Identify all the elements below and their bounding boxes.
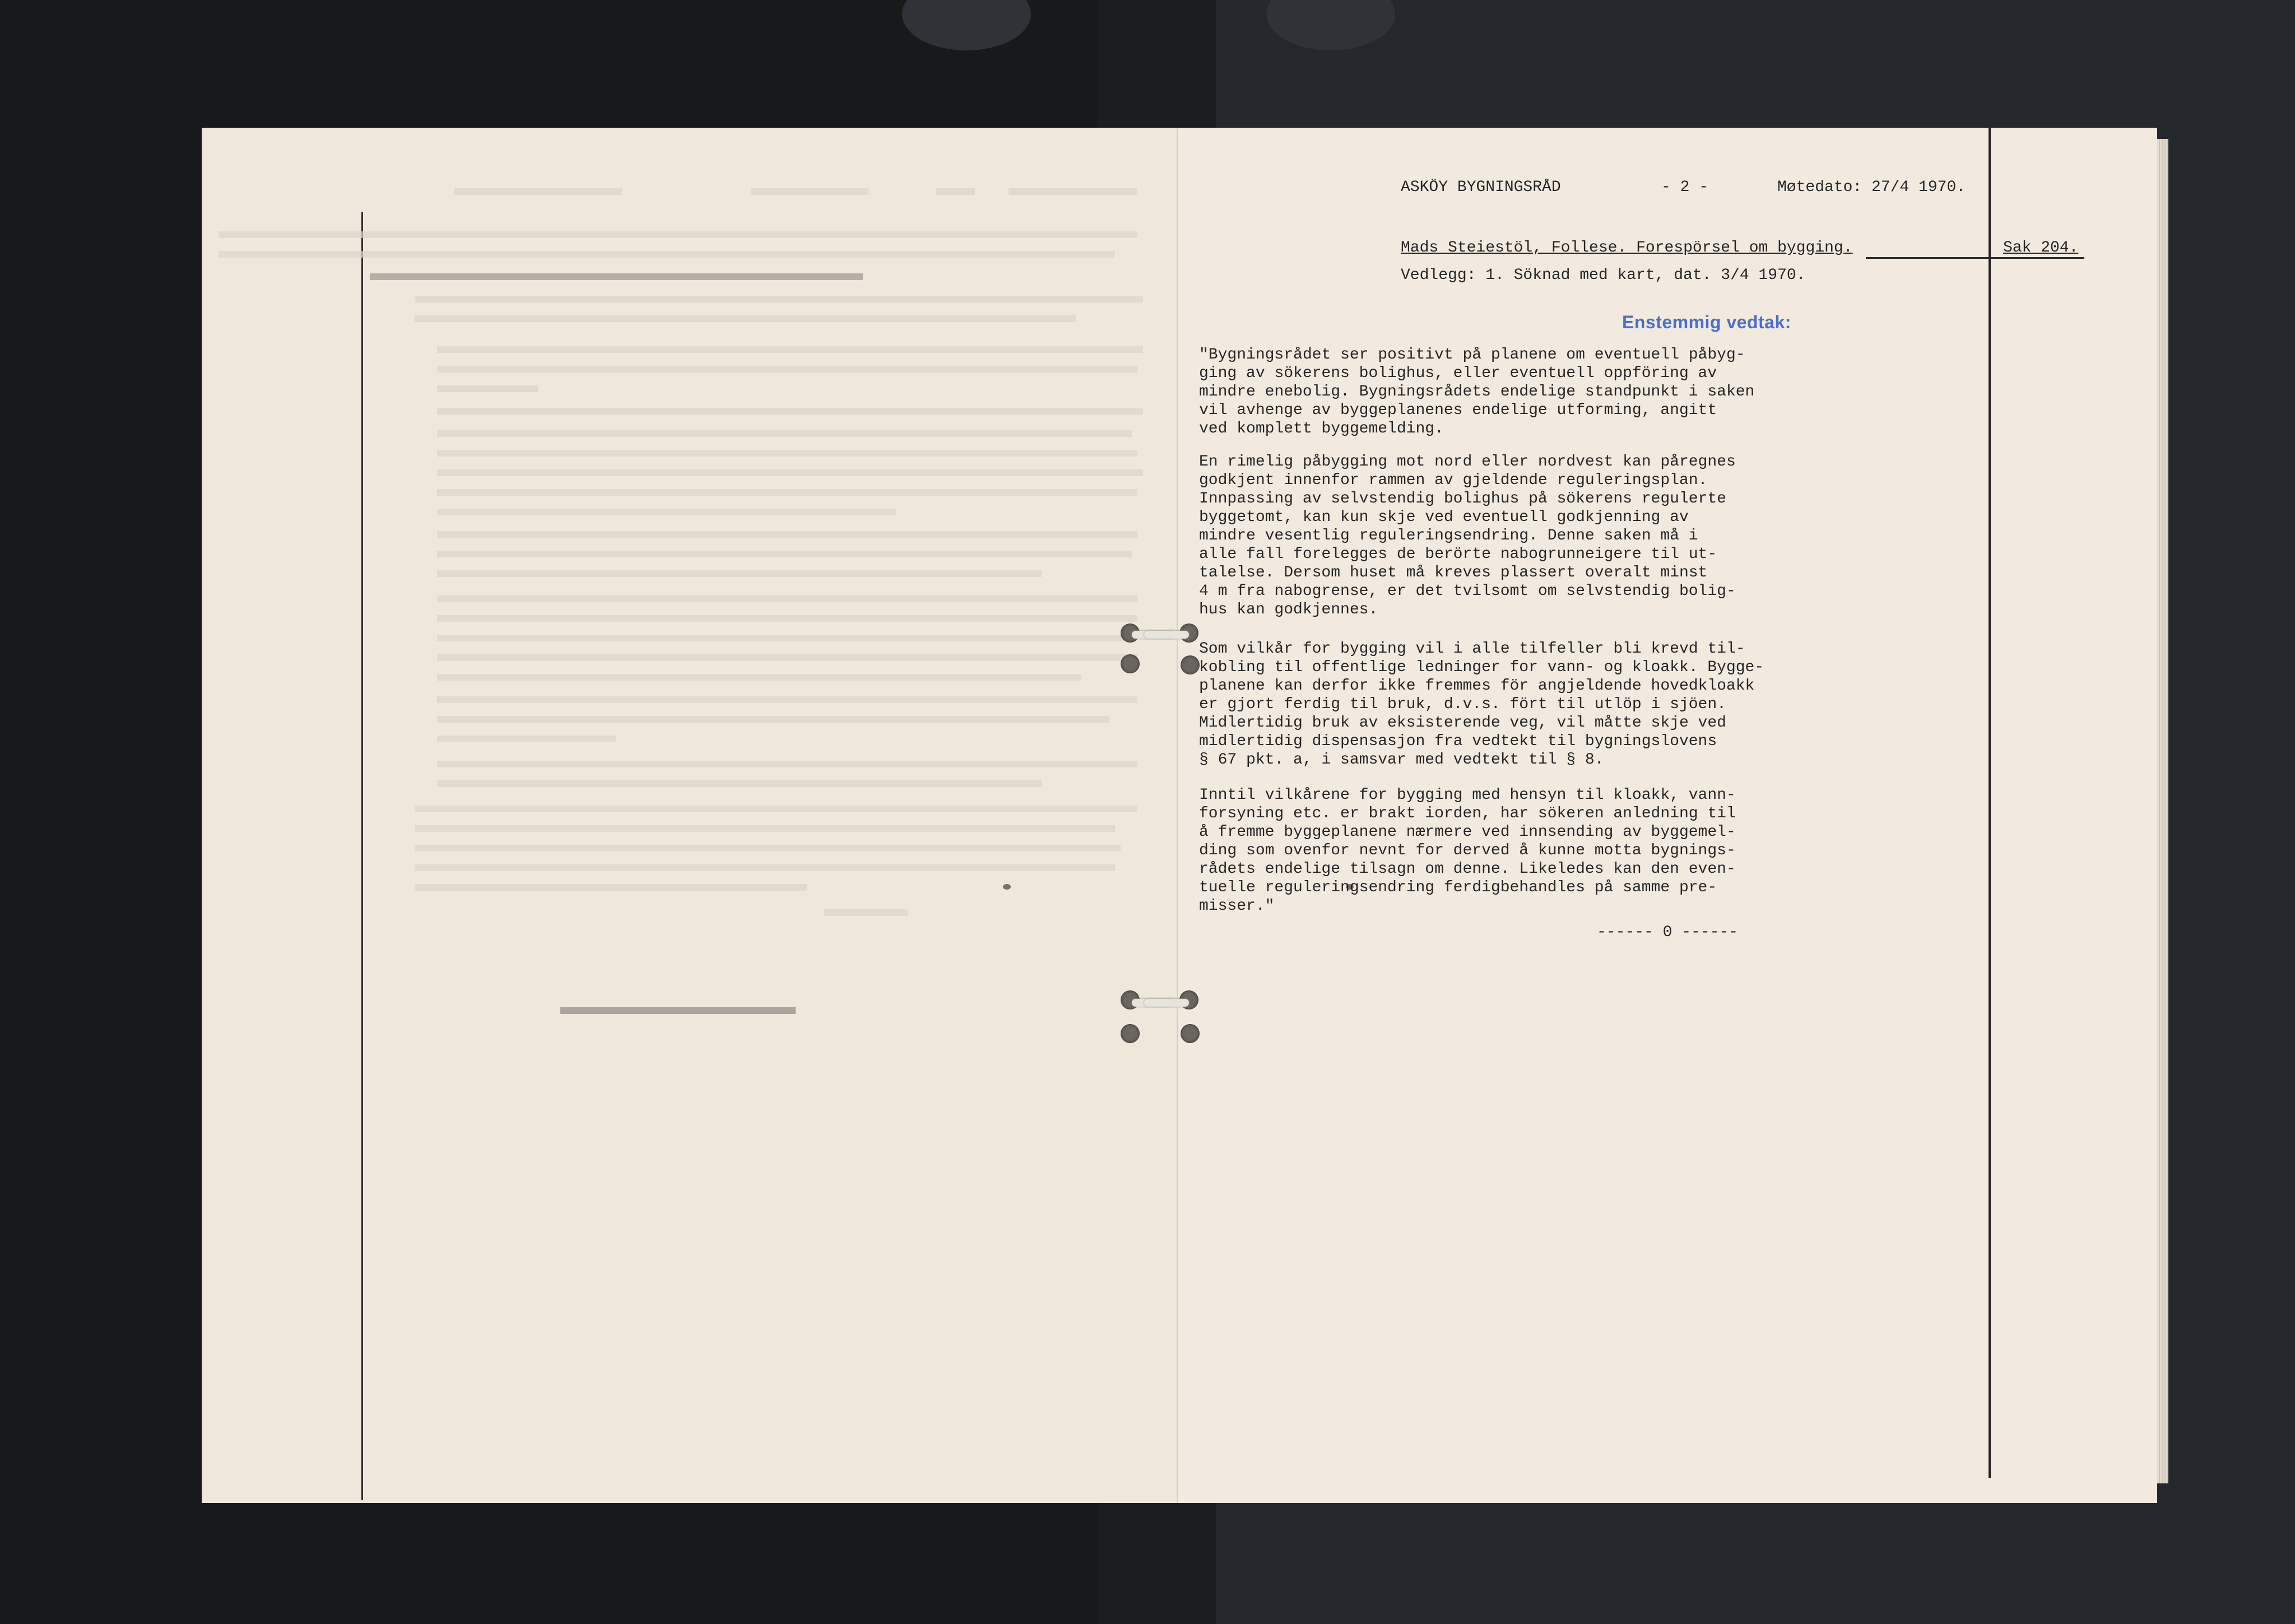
text-line: ging av sökerens bolighus, eller eventuell oppföring av (1199, 365, 1717, 382)
paragraph-1 (1199, 346, 1771, 438)
text-line: byggetomt, kan kun skje ved eventuell godkjenning av (1199, 509, 1689, 526)
bleed-through (437, 696, 1137, 703)
bleed-through (1009, 188, 1137, 195)
text-line: å fremme byggeplanene nærmere ved innsending av byggemel- (1199, 823, 1736, 841)
text-line: ding som ovenfor nevnt for derved å kunne motta bygnings- (1199, 842, 1736, 859)
open-book (202, 128, 2157, 1503)
page-edge (2157, 139, 2168, 1483)
bleed-through (437, 489, 1137, 496)
bleed-through (437, 408, 1143, 415)
text-line: planene kan derfor ikke fremmes för angjeldende hovedkloakk (1199, 677, 1755, 695)
case-title-rule (1866, 257, 2084, 259)
text-line: misser." (1199, 897, 1275, 915)
text-line: alle fall forelegges de berörte nabogrunneigere til ut- (1199, 546, 1717, 563)
text-line: vil avhenge av byggeplanenes endelige utforming, angitt (1199, 402, 1717, 419)
text-line: mindre enebolig. Bygningsrådets endelige standpunkt i saken (1199, 383, 1755, 401)
text-line: § 67 pkt. a, i samsvar med vedtekt til § 8. (1199, 751, 1604, 769)
bleed-through (437, 450, 1137, 457)
margin-rule (361, 212, 363, 1500)
bleed-through (415, 296, 1143, 303)
text-line: talelse. Dersom huset må kreves plassert overalt minst (1199, 564, 1708, 581)
text-line: En rimelig påbygging mot nord eller nordvest kan påregnes (1199, 453, 1736, 471)
page-number: - 2 - (1661, 179, 1709, 196)
bleed-through (415, 825, 1115, 832)
bleed-through (437, 761, 1137, 767)
bleed-through (437, 366, 1137, 373)
margin-rule (1989, 128, 1991, 1478)
paragraph-2 (1199, 453, 1771, 619)
left-page (202, 128, 1178, 1503)
text-line: ved komplett byggemelding. (1199, 420, 1444, 438)
binding-hole (1121, 1024, 1140, 1043)
text-line: forsyning etc. er brakt iorden, har sökeren anledning til (1199, 805, 1736, 822)
text-line: tuelle reguleringsendring ferdigbehandles på samme pre- (1199, 879, 1717, 896)
bleed-through (751, 188, 868, 195)
text-line: "Bygningsrådet ser positivt på planene om eventuell påbyg- (1199, 346, 1745, 364)
attachment-line: Vedlegg: 1. Söknad med kart, dat. 3/4 1970. (1401, 267, 1806, 284)
text-line: hus kan godkjennes. (1199, 601, 1378, 618)
council-name: ASKÖY BYGNINGSRÅD (1401, 179, 1561, 196)
bleed-through (437, 551, 1132, 557)
text-line: Midlertidig bruk av eksisterende veg, vil måtte skje ved (1199, 714, 1726, 732)
text-line: mindre vesentlig reguleringsendring. Denne saken må i (1199, 527, 1698, 545)
bleed-through (437, 531, 1137, 538)
bleed-through (437, 469, 1143, 476)
bleed-through (936, 188, 975, 195)
binding-hole (1181, 1024, 1200, 1043)
case-number: Sak 204. (2003, 239, 2079, 257)
end-marker: ------ 0 ------ (1597, 924, 1739, 941)
text-line: midlertidig dispensasjon fra vedtekt til bygningslovens (1199, 733, 1717, 750)
bleed-through (415, 806, 1137, 812)
speck (1003, 884, 1011, 890)
bleed-through (219, 251, 1115, 258)
bleed-through (415, 315, 1076, 322)
bleed-through (560, 1007, 796, 1014)
bleed-through (824, 909, 908, 916)
text-line: er gjort ferdig til bruk, d.v.s. fört til utlöp i sjöen. (1199, 696, 1726, 713)
bleed-through (437, 570, 1042, 577)
binding-hole (1121, 654, 1140, 673)
bleed-through (437, 385, 538, 392)
bleed-through (370, 273, 863, 280)
meeting-date: Møtedato: 27/4 1970. (1777, 179, 1966, 196)
binding-string (1144, 631, 1189, 639)
paragraph-4 (1199, 786, 1771, 915)
bleed-through (437, 595, 1137, 602)
binding-hole (1181, 655, 1200, 674)
text-line: Innpassing av selvstendig bolighus på sökerens regulerte (1199, 490, 1726, 508)
bleed-through (437, 346, 1143, 353)
binding-string (1144, 999, 1189, 1007)
bleed-through (415, 864, 1115, 871)
decision-stamp: Enstemmig vedtak: (1622, 312, 1791, 332)
bleed-through (415, 845, 1121, 851)
bleed-through (219, 231, 1137, 238)
bleed-through (454, 188, 622, 195)
text-line: godkjent innenfor rammen av gjeldende reguleringsplan. (1199, 472, 1708, 489)
bleed-through (437, 635, 1132, 641)
bleed-through (437, 615, 1137, 622)
text-line: kobling til offentlige ledninger for vann- og kloakk. Bygge- (1199, 659, 1764, 676)
paragraph-3 (1199, 640, 1771, 769)
text-line: Inntil vilkårene for bygging med hensyn til kloakk, vann- (1199, 787, 1736, 804)
bleed-through (437, 509, 896, 515)
bleed-through (437, 736, 616, 742)
text-line: rådets endelige tilsagn om denne. Likeledes kan den even- (1199, 860, 1736, 878)
bleed-through (437, 674, 1081, 681)
text-line: Som vilkår for bygging vil i alle tilfeller bli krevd til- (1199, 640, 1745, 658)
bleed-through (437, 716, 1109, 723)
bleed-through (415, 884, 807, 891)
bleed-through (437, 780, 1042, 787)
bleed-through (437, 654, 1137, 661)
bleed-through (437, 430, 1132, 437)
case-title: Mads Steiestöl, Follese. Forespörsel om bygging. (1401, 239, 1853, 257)
text-line: 4 m fra nabogrense, er det tvilsomt om selvstendig bolig- (1199, 583, 1736, 600)
